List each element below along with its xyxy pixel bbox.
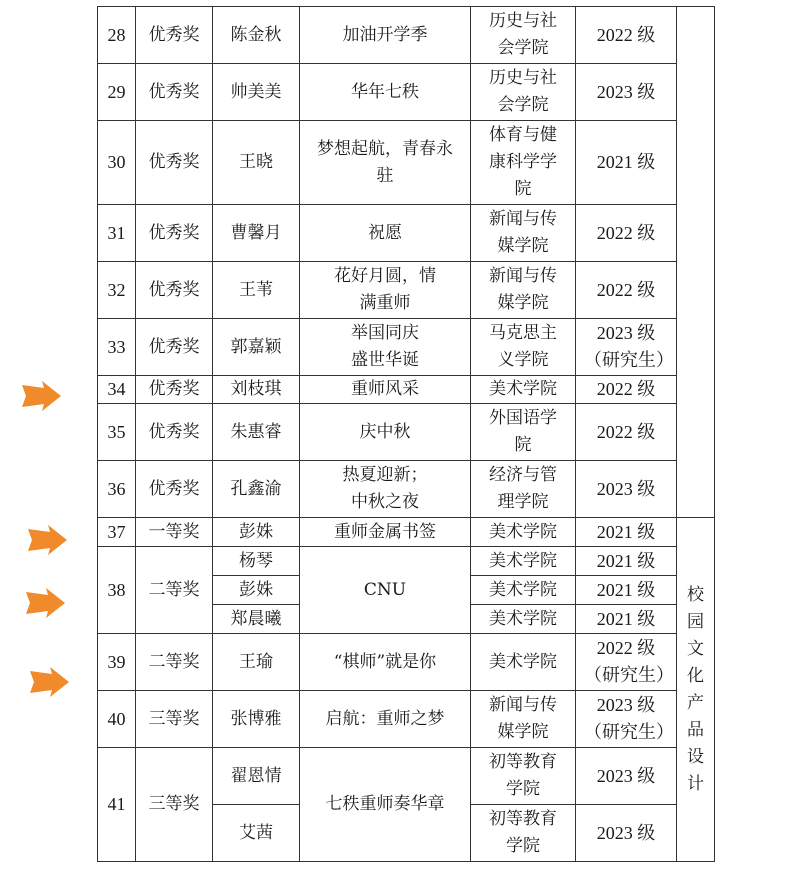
winner-name: 王瑜 xyxy=(213,634,300,691)
row-number: 28 xyxy=(98,7,136,64)
college: 美术学院 xyxy=(471,634,576,691)
award-level: 优秀奖 xyxy=(136,461,213,518)
table-row xyxy=(98,547,715,576)
college: 美术学院 xyxy=(471,547,576,576)
college: 初等教育学院 xyxy=(471,748,576,805)
grade: 2021 级 xyxy=(576,547,677,576)
category-label: 校园文化产品设计 xyxy=(677,518,715,862)
award-level: 优秀奖 xyxy=(136,121,213,205)
grade: 2021 级 xyxy=(576,576,677,605)
grade: 2023 级（研究生） xyxy=(576,691,677,748)
college: 外国语学院 xyxy=(471,404,576,461)
award-level: 优秀奖 xyxy=(136,262,213,319)
grade: 2021 级 xyxy=(576,605,677,634)
table-row xyxy=(98,748,715,805)
grade: 2023 级 xyxy=(576,748,677,805)
work-title: 重师金属书签 xyxy=(300,518,471,547)
table-row xyxy=(98,64,715,121)
college: 美术学院 xyxy=(471,576,576,605)
table-row xyxy=(98,376,715,404)
winner-name: 彭姝 xyxy=(213,518,300,547)
row-number: 34 xyxy=(98,376,136,404)
award-level: 优秀奖 xyxy=(136,64,213,121)
winner-name: 艾茜 xyxy=(213,805,300,862)
winner-name: 孔鑫渝 xyxy=(213,461,300,518)
row-number: 31 xyxy=(98,205,136,262)
award-level: 优秀奖 xyxy=(136,319,213,376)
award-level: 优秀奖 xyxy=(136,7,213,64)
row-number: 37 xyxy=(98,518,136,547)
winner-name: 翟恩情 xyxy=(213,748,300,805)
row-number: 36 xyxy=(98,461,136,518)
award-level: 二等奖 xyxy=(136,634,213,691)
row-number: 32 xyxy=(98,262,136,319)
winner-name: 帅美美 xyxy=(213,64,300,121)
table-row xyxy=(98,461,715,518)
grade: 2022 级 xyxy=(576,404,677,461)
college: 马克思主义学院 xyxy=(471,319,576,376)
arrow-right-icon xyxy=(26,524,68,556)
work-title: 启航：重师之梦 xyxy=(300,691,471,748)
winner-name: 王苇 xyxy=(213,262,300,319)
award-level: 三等奖 xyxy=(136,748,213,862)
arrow-right-icon xyxy=(20,380,62,412)
work-title: 加油开学季 xyxy=(300,7,471,64)
college: 美术学院 xyxy=(471,518,576,547)
award-level: 二等奖 xyxy=(136,547,213,634)
grade: 2023 级 xyxy=(576,64,677,121)
table-row xyxy=(98,262,715,319)
college: 美术学院 xyxy=(471,376,576,404)
work-title: “棋师”就是你 xyxy=(300,634,471,691)
award-level: 一等奖 xyxy=(136,518,213,547)
award-level: 优秀奖 xyxy=(136,205,213,262)
table-row xyxy=(98,404,715,461)
winner-name: 曹馨月 xyxy=(213,205,300,262)
winner-name: 郭嘉颖 xyxy=(213,319,300,376)
college: 新闻与传媒学院 xyxy=(471,691,576,748)
table-row xyxy=(98,7,715,64)
grade: 2021 级 xyxy=(576,518,677,547)
work-title: 花好月圆，情满重师 xyxy=(300,262,471,319)
arrow-right-icon xyxy=(24,587,66,619)
table-row xyxy=(98,691,715,748)
work-title: 华年七秩 xyxy=(300,64,471,121)
row-number: 40 xyxy=(98,691,136,748)
work-title: 七秩重师奏华章 xyxy=(300,748,471,862)
row-number: 39 xyxy=(98,634,136,691)
row-number: 41 xyxy=(98,748,136,862)
winner-name: 彭姝 xyxy=(213,576,300,605)
arrow-right-icon xyxy=(28,666,70,698)
row-number: 38 xyxy=(98,547,136,634)
work-title: 庆中秋 xyxy=(300,404,471,461)
table-row xyxy=(98,634,715,691)
college: 新闻与传媒学院 xyxy=(471,262,576,319)
grade: 2022 级 xyxy=(576,376,677,404)
work-title: CNU xyxy=(300,547,471,634)
row-number: 33 xyxy=(98,319,136,376)
college: 历史与社会学院 xyxy=(471,7,576,64)
grade: 2021 级 xyxy=(576,121,677,205)
college: 经济与管理学院 xyxy=(471,461,576,518)
award-level: 优秀奖 xyxy=(136,404,213,461)
college: 新闻与传媒学院 xyxy=(471,205,576,262)
winner-name: 陈金秋 xyxy=(213,7,300,64)
row-number: 29 xyxy=(98,64,136,121)
grade: 2023 级（研究生） xyxy=(576,319,677,376)
grade: 2023 级 xyxy=(576,805,677,862)
work-title: 重师风采 xyxy=(300,376,471,404)
award-level: 优秀奖 xyxy=(136,376,213,404)
table-row xyxy=(98,121,715,205)
grade: 2022 级 xyxy=(576,205,677,262)
work-title: 梦想起航，青春永驻 xyxy=(300,121,471,205)
winner-name: 张博雅 xyxy=(213,691,300,748)
grade: 2023 级 xyxy=(576,461,677,518)
college: 体育与健康科学学院 xyxy=(471,121,576,205)
table-row xyxy=(98,319,715,376)
grade: 2022 级（研究生） xyxy=(576,634,677,691)
work-title: 热夏迎新；中秋之夜 xyxy=(300,461,471,518)
winner-name: 刘枝琪 xyxy=(213,376,300,404)
college: 初等教育学院 xyxy=(471,805,576,862)
college: 美术学院 xyxy=(471,605,576,634)
winner-name: 郑晨曦 xyxy=(213,605,300,634)
awards-table xyxy=(97,6,715,862)
work-title: 祝愿 xyxy=(300,205,471,262)
work-title: 举国同庆盛世华诞 xyxy=(300,319,471,376)
row-number: 30 xyxy=(98,121,136,205)
category-blank-cell xyxy=(677,7,715,518)
row-number: 35 xyxy=(98,404,136,461)
grade: 2022 级 xyxy=(576,262,677,319)
table-row xyxy=(98,205,715,262)
award-level: 三等奖 xyxy=(136,691,213,748)
college: 历史与社会学院 xyxy=(471,64,576,121)
grade: 2022 级 xyxy=(576,7,677,64)
winner-name: 朱惠睿 xyxy=(213,404,300,461)
winner-name: 杨琴 xyxy=(213,547,300,576)
winner-name: 王晓 xyxy=(213,121,300,205)
table-row xyxy=(98,518,715,547)
